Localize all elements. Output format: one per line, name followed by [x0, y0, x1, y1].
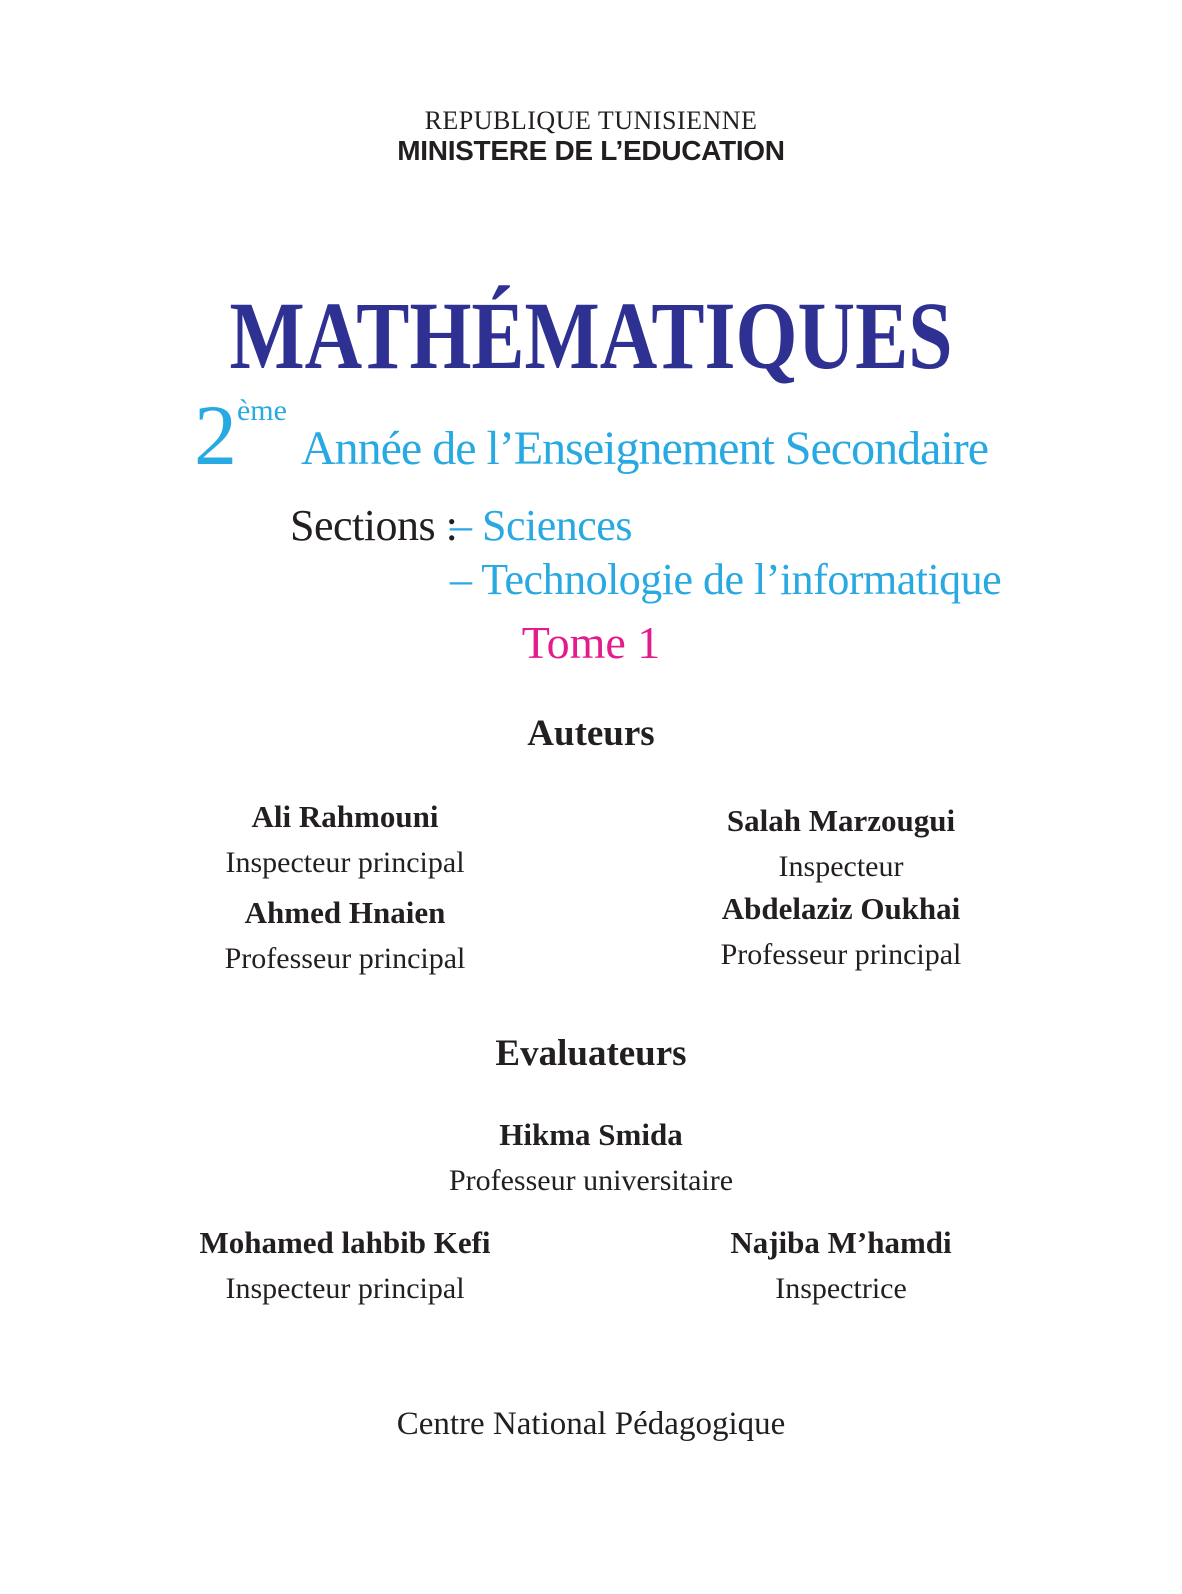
evaluator-role: Inspectrice [775, 1272, 907, 1305]
republic-line: REPUBLIQUE TUNISIENNE [424, 106, 758, 135]
authors-heading: Auteurs [527, 713, 655, 754]
author-entry [556, 892, 1126, 972]
section-item-informatique: – Technologie de l’informatique [450, 555, 1002, 604]
author-role: Professeur principal [720, 938, 962, 971]
publisher-line: Centre National Pédagogique [396, 1406, 786, 1442]
author-entry [556, 804, 1126, 884]
author-name: Abdelaziz Oukhai [721, 891, 961, 926]
author-role: Inspecteur principal [225, 846, 465, 879]
author-entry [60, 896, 630, 976]
evaluator-entry [60, 1226, 630, 1306]
evaluator-role: Professeur universitaire [448, 1164, 734, 1197]
evaluator-name: Hikma Smida [499, 1117, 683, 1152]
ministry-line: MINISTERE DE L’EDUCATION [397, 135, 785, 166]
evaluator-entry [0, 1118, 1182, 1198]
evaluator-role: Inspecteur principal [225, 1272, 465, 1305]
author-entry [60, 800, 630, 880]
author-role: Inspecteur [778, 850, 904, 883]
author-name: Ahmed Hnaien [244, 895, 446, 930]
evaluator-name: Mohamed lahbib Kefi [199, 1225, 491, 1260]
grade-subtitle-text: Année de l’Enseignement Secondaire [300, 422, 989, 475]
grade-number: 2 [193, 387, 237, 483]
grade-subtitle [0, 387, 1182, 483]
book-title: MATHÉMATIQUES [229, 282, 953, 389]
sections-label: Sections : [290, 501, 458, 550]
section-item-sciences: – Sciences [450, 501, 632, 550]
evaluators-heading: Evaluateurs [495, 1033, 687, 1074]
author-name: Salah Marzougui [726, 803, 956, 838]
volume-label: Tome 1 [521, 617, 661, 668]
author-role: Professeur principal [224, 942, 466, 975]
evaluator-name: Najiba M’hamdi [730, 1225, 952, 1260]
grade-ordinal-suffix: ème [236, 394, 287, 427]
author-name: Ali Rahmouni [251, 799, 439, 834]
evaluator-entry [556, 1226, 1126, 1306]
